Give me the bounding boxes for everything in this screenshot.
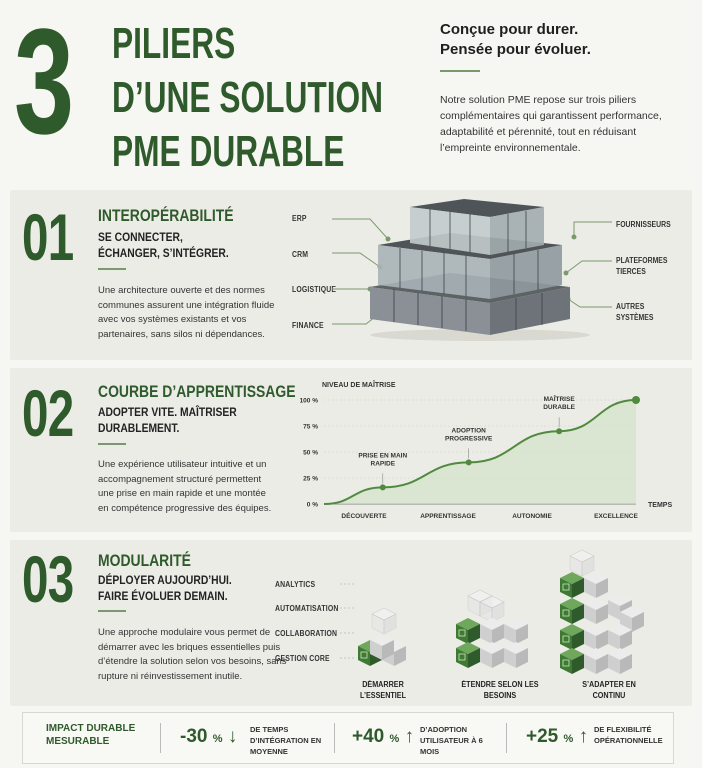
- metric-3-value-group: [526, 726, 588, 748]
- chart-annotation: PRISE EN MAIN RAPIDE: [358, 452, 408, 468]
- intro-text: Notre solution PME repose sur trois piliers complémentaires qui garantissent performance, adaptabilité et pérennité, tout en réduisant l’empreinte environnementale.: [440, 94, 662, 154]
- chart-y-tick-label: 0 %: [306, 501, 318, 509]
- stage-caption-2: ÉTENDRE SELON LES BESOINS: [461, 680, 539, 700]
- pillar-3-title: MODULARITÉ: [98, 551, 191, 570]
- impact-divider-1: [160, 723, 161, 753]
- arrow-up-icon: ↑: [578, 726, 589, 747]
- pillar-2-subtitle: ADOPTER VITE. MAÎTRISER DURABLEMENT.: [98, 405, 237, 435]
- hero-title-line-2: D’UNE SOLUTION: [112, 73, 384, 122]
- chart-y-tick-label: 75 %: [303, 423, 318, 431]
- modular-cubes-illustration: [340, 546, 660, 676]
- chart-annotation: MAÎTRISE DURABLE: [543, 396, 576, 412]
- pillar-2-title: COURBE D’APPRENTISSAGE: [98, 382, 296, 401]
- arrow-down-icon: ↓: [227, 726, 238, 747]
- connector-label-autres: AUTRES SYSTÈMES: [616, 302, 654, 322]
- connector-label-plateformes: PLATEFORMES TIERCES: [616, 256, 668, 276]
- pillar-1-subtitle: SE CONNECTER, ÉCHANGER, S’INTÉGRER.: [98, 230, 229, 260]
- learning-curve-chart: [280, 376, 680, 526]
- pillar-2-body: Une expérience utilisateur intuitive et un accompagnement structuré permettent une prise en main rapide et une montée en compétence progressive des équipes.: [98, 459, 272, 514]
- metric-1-desc: DE TEMPS D’INTÉGRATION EN MOYENNE: [250, 725, 322, 756]
- metric-2-unit: %: [389, 733, 400, 745]
- tagline-1: Conçue pour durer.: [440, 21, 579, 38]
- pillar-3-number: 03: [22, 542, 74, 616]
- metric-2-value-group: [352, 726, 414, 748]
- metric-1-unit: %: [212, 733, 223, 745]
- chart-data-point: [632, 396, 640, 404]
- chart-x-tick-label: AUTONOMIE: [512, 513, 552, 520]
- connector-label-erp: ERP: [292, 214, 307, 223]
- pillar-3-subtitle: DÉPLOYER AUJOURD’HUI. FAIRE ÉVOLUER DEMAIN.: [98, 573, 232, 603]
- pillar-1-number: 01: [22, 200, 74, 274]
- pillar-1-divider: [98, 268, 126, 270]
- chart-data-point: [556, 428, 562, 434]
- impact-divider-3: [506, 723, 507, 753]
- pillar-1-body: Une architecture ouverte et des normes communes assurent une intégration fluide avec vos systèmes existants et vos partenaires, sans silos ni dépendances.: [98, 285, 275, 340]
- layer-label-gestion-core: GESTION CORE: [275, 654, 330, 663]
- connector-label-crm: CRM: [292, 250, 309, 259]
- connector-label-finance: FINANCE: [292, 321, 324, 330]
- hero-title-line-1: PILIERS: [112, 19, 236, 68]
- pillar-1-title: INTEROPÉRABILITÉ: [98, 206, 234, 225]
- hero-number: 3: [14, 0, 72, 165]
- metric-3-value: +25: [526, 726, 559, 747]
- impact-title: IMPACT DURABLE MESURABLE: [46, 723, 136, 747]
- connector-label-fournisseurs: FOURNISSEURS: [616, 220, 671, 229]
- glass-building-illustration: [330, 195, 620, 345]
- stage-caption-1: DÉMARRER L’ESSENTIEL: [359, 680, 407, 700]
- chart-y-tick-label: 50 %: [303, 449, 318, 457]
- metric-3-unit: %: [563, 733, 574, 745]
- chart-data-point: [466, 459, 472, 465]
- hero-title-line-3: PME DURABLE: [112, 127, 345, 176]
- chart-x-tick-label: APPRENTISSAGE: [420, 513, 476, 520]
- tagline-2: Pensée pour évoluer.: [440, 41, 591, 58]
- chart-y-axis-label: NIVEAU DE MAÎTRISE: [322, 382, 396, 389]
- chart-y-tick-label: 25 %: [303, 475, 318, 483]
- metric-3-desc: DE FLEXIBILITÉ OPÉRATIONNELLE: [594, 725, 663, 745]
- layer-label-automatisation: AUTOMATISATION: [275, 604, 339, 613]
- chart-x-tick-label: DÉCOUVERTE: [341, 513, 387, 520]
- chart-y-tick-label: 100 %: [299, 397, 318, 405]
- stage-caption-3: S’ADAPTER EN CONTINU: [582, 680, 636, 700]
- tagline-divider: [440, 70, 480, 72]
- metric-2-value: +40: [352, 726, 385, 747]
- pillar-2-divider: [98, 443, 126, 445]
- layer-label-analytics: ANALYTICS: [275, 580, 316, 589]
- impact-divider-2: [334, 723, 335, 753]
- layer-label-collaboration: COLLABORATION: [275, 629, 338, 638]
- arrow-up-icon: ↑: [404, 726, 415, 747]
- chart-annotation: ADOPTION PROGRESSIVE: [445, 427, 493, 443]
- pillar-3-divider: [98, 610, 126, 612]
- chart-x-axis-label: TEMPS: [648, 502, 673, 509]
- pillar-2-number: 02: [22, 376, 74, 450]
- pillar-3-body: Une approche modulaire vous permet de démarrer avec les briques essentielles puis d’étendre la solution selon vos besoins, sans rupture ni réinvestissement inutile.: [98, 627, 287, 682]
- chart-data-point: [380, 484, 386, 490]
- metric-2-desc: D’ADOPTION UTILISATEUR À 6 MOIS: [420, 725, 483, 756]
- connector-label-logistique: LOGISTIQUE: [292, 285, 337, 294]
- chart-x-tick-label: EXCELLENCE: [594, 513, 638, 520]
- metric-1-value-group: [180, 726, 237, 748]
- metric-1-value: -30: [180, 726, 208, 747]
